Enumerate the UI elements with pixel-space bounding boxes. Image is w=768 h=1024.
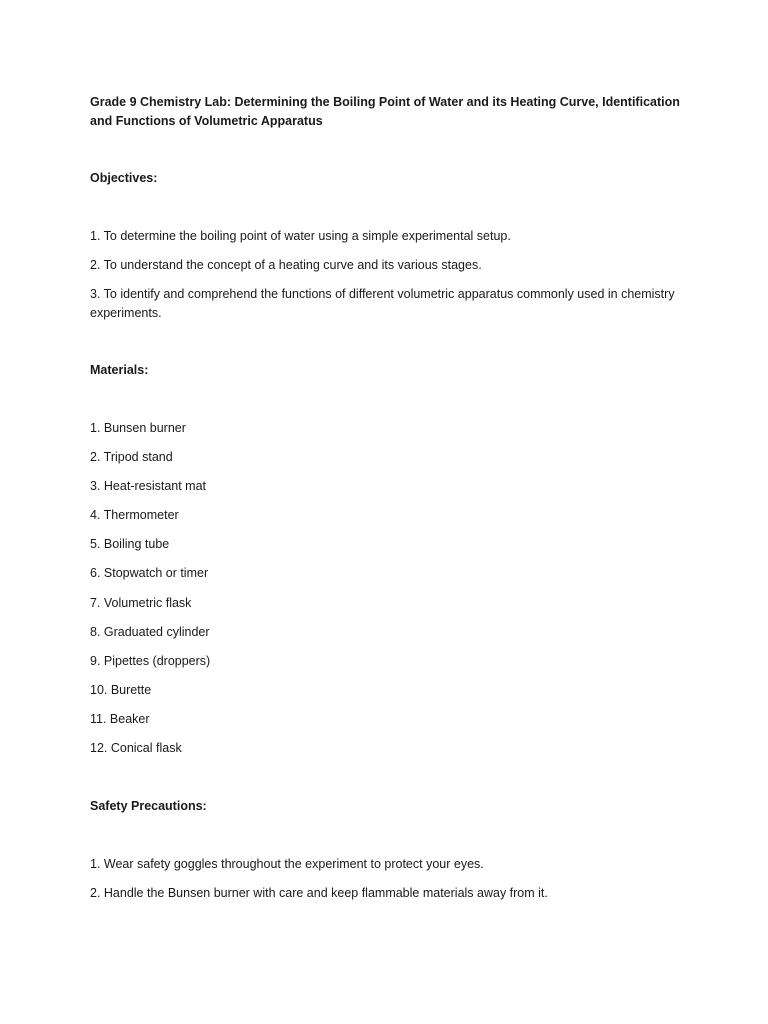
objective-item: 1. To determine the boiling point of water using a simple experimental setup. [90, 229, 511, 243]
objective-item: 2. To understand the concept of a heating curve and its various stages. [90, 258, 482, 272]
material-item: 8. Graduated cylinder [90, 624, 210, 639]
material-item: 7. Volumetric flask [90, 595, 192, 610]
material-item: 5. Boiling tube [90, 537, 170, 552]
material-item: 11. Beaker [90, 711, 150, 726]
materials-heading: Materials: [90, 363, 149, 377]
safety-item: 1. Wear safety goggles throughout the experiment to protect your eyes. [90, 856, 484, 871]
objectives-heading: Objectives: [90, 171, 158, 185]
material-item: 2. Tripod stand [90, 450, 173, 465]
document-title: Grade 9 Chemistry Lab: Determining the Boiling Point of Water and its Heating Curve, Identification and Functions of Volumetric Apparatus [90, 95, 680, 128]
materials-list [90, 419, 680, 758]
safety-item: 2. Handle the Bunsen burner with care and keep flammable materials away from it. [90, 885, 548, 900]
safety-precautions-list [90, 855, 680, 903]
material-item: 1. Bunsen burner [90, 421, 186, 435]
objective-item: 3. To identify and comprehend the functions of different volumetric apparatus commonly used in chemistry experiments. [90, 287, 675, 320]
material-item: 6. Stopwatch or timer [90, 566, 209, 581]
document-page [90, 93, 680, 902]
material-item: 12. Conical flask [90, 741, 182, 756]
material-item: 9. Pipettes (droppers) [90, 653, 211, 668]
material-item: 3. Heat-resistant mat [90, 479, 207, 494]
material-item: 4. Thermometer [90, 508, 179, 523]
safety-precautions-heading: Safety Precautions: [90, 798, 207, 813]
objectives-list [90, 227, 680, 322]
material-item: 10. Burette [90, 682, 152, 697]
